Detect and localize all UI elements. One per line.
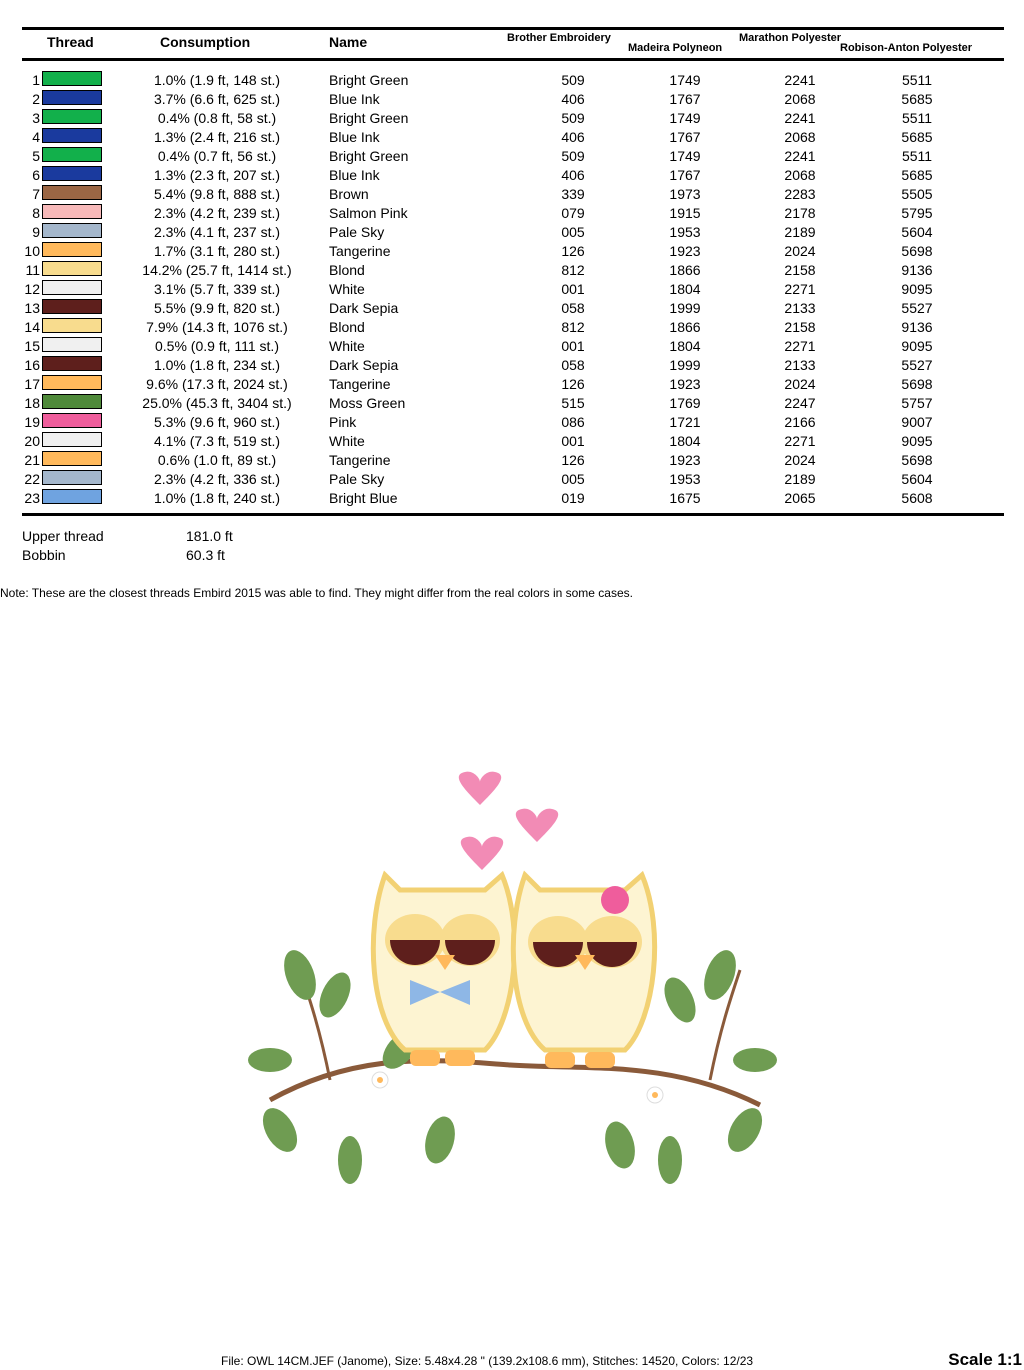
consumption-cell: 14.2% (25.7 ft, 1414 st.) <box>142 262 292 278</box>
thread-number: 14 <box>24 319 40 335</box>
color-swatch <box>42 128 102 143</box>
table-row <box>0 279 1024 298</box>
madeira-code-cell: 1749 <box>669 148 701 164</box>
brother-code-cell: 001 <box>561 338 585 354</box>
header-robison: Robison-Anton Polyester <box>840 42 973 54</box>
header-name: Name <box>329 34 368 50</box>
consumption-cell: 7.9% (14.3 ft, 1076 st.) <box>146 319 288 335</box>
color-swatch <box>42 185 102 200</box>
bobbin-label: Bobbin <box>22 547 66 563</box>
table-row <box>0 165 1024 184</box>
consumption-cell: 0.4% (0.7 ft, 56 st.) <box>157 148 277 164</box>
marathon-code-cell: 2133 <box>784 357 816 373</box>
madeira-code-cell: 1769 <box>669 395 701 411</box>
upper-thread-label: Upper thread <box>22 528 104 544</box>
brother-code-cell: 086 <box>561 414 585 430</box>
brother-code-cell: 406 <box>561 129 585 145</box>
marathon-code-cell: 2271 <box>784 281 816 297</box>
thread-name-cell: Dark Sepia <box>329 300 399 316</box>
table-row <box>0 469 1024 488</box>
consumption-cell: 1.0% (1.8 ft, 240 st.) <box>153 490 281 506</box>
brother-code-cell: 001 <box>561 281 585 297</box>
consumption-cell: 1.0% (1.9 ft, 148 st.) <box>153 72 281 88</box>
madeira-code-cell: 1749 <box>669 110 701 126</box>
table-row <box>0 70 1024 89</box>
color-swatch <box>42 318 102 333</box>
madeira-code-cell: 1923 <box>669 452 701 468</box>
color-swatch <box>42 394 102 409</box>
thread-number: 12 <box>24 281 40 297</box>
header-thread: Thread <box>47 34 94 50</box>
thread-name-cell: Salmon Pink <box>329 205 408 221</box>
thread-number: 18 <box>24 395 40 411</box>
madeira-code-cell: 1866 <box>669 319 701 335</box>
color-swatch <box>42 375 102 390</box>
thread-number: 17 <box>24 376 40 392</box>
table-top-rule <box>22 27 1004 30</box>
header-brother: Brother Embroidery <box>507 32 611 44</box>
robison-code-cell: 9095 <box>901 338 933 354</box>
consumption-cell: 0.6% (1.0 ft, 89 st.) <box>157 452 277 468</box>
brother-code-cell: 406 <box>561 91 585 107</box>
thread-number: 11 <box>25 262 40 278</box>
table-row <box>0 127 1024 146</box>
branch <box>270 1061 760 1105</box>
color-swatch <box>42 356 102 371</box>
thread-number: 19 <box>24 414 40 430</box>
madeira-code-cell: 1749 <box>669 72 701 88</box>
table-row <box>0 317 1024 336</box>
marathon-code-cell: 2241 <box>784 110 816 126</box>
table-row <box>0 393 1024 412</box>
consumption-cell: 1.3% (2.3 ft, 207 st.) <box>153 167 281 183</box>
color-swatch <box>42 223 102 238</box>
consumption-cell: 0.4% (0.8 ft, 58 st.) <box>157 110 277 126</box>
consumption-cell: 3.1% (5.7 ft, 339 st.) <box>153 281 281 297</box>
robison-code-cell: 5757 <box>901 395 933 411</box>
thread-number: 22 <box>24 471 40 487</box>
color-swatch <box>42 337 102 352</box>
robison-code-cell: 5505 <box>901 186 933 202</box>
table-row <box>0 374 1024 393</box>
robison-code-cell: 9136 <box>901 319 933 335</box>
thread-number: 15 <box>24 338 40 354</box>
thread-name-cell: Bright Blue <box>329 490 398 506</box>
flower <box>601 886 629 914</box>
thread-name-cell: Blond <box>329 319 365 335</box>
consumption-cell: 2.3% (4.2 ft, 239 st.) <box>153 205 281 221</box>
consumption-cell: 2.3% (4.1 ft, 237 st.) <box>153 224 281 240</box>
thread-number: 3 <box>32 110 40 126</box>
marathon-code-cell: 2189 <box>784 224 816 240</box>
brother-code-cell: 019 <box>561 490 585 506</box>
thread-name-cell: Pink <box>329 414 357 430</box>
table-row <box>0 89 1024 108</box>
header-consumption: Consumption <box>160 34 251 50</box>
color-swatch <box>42 242 102 257</box>
thread-number: 23 <box>24 490 40 506</box>
marathon-code-cell: 2065 <box>784 490 816 506</box>
robison-code-cell: 9095 <box>901 281 933 297</box>
robison-code-cell: 9136 <box>901 262 933 278</box>
table-row <box>0 298 1024 317</box>
robison-code-cell: 9007 <box>901 414 933 430</box>
thread-number: 4 <box>32 129 40 145</box>
daisies <box>372 1072 663 1103</box>
madeira-code-cell: 1999 <box>669 300 701 316</box>
marathon-code-cell: 2068 <box>784 167 816 183</box>
consumption-cell: 5.5% (9.9 ft, 820 st.) <box>153 300 281 316</box>
table-row <box>0 241 1024 260</box>
color-swatch <box>42 71 102 86</box>
color-swatch <box>42 261 102 276</box>
consumption-cell: 1.7% (3.1 ft, 280 st.) <box>153 243 281 259</box>
brother-code-cell: 058 <box>561 300 585 316</box>
scale-label: Scale 1:1 <box>948 1350 1022 1369</box>
thread-name-cell: Brown <box>329 186 369 202</box>
marathon-code-cell: 2283 <box>784 186 816 202</box>
marathon-code-cell: 2158 <box>784 262 816 278</box>
madeira-code-cell: 1721 <box>669 414 701 430</box>
thread-name-cell: Bright Green <box>329 72 409 88</box>
consumption-cell: 5.4% (9.8 ft, 888 st.) <box>153 186 281 202</box>
table-row <box>0 412 1024 431</box>
thread-name-cell: Blond <box>329 262 365 278</box>
header-madeira: Madeira Polyneon <box>628 42 723 54</box>
table-row <box>0 355 1024 374</box>
brother-code-cell: 509 <box>561 148 585 164</box>
color-swatch <box>42 470 102 485</box>
consumption-cell: 5.3% (9.6 ft, 960 st.) <box>153 414 281 430</box>
thread-name-cell: Blue Ink <box>329 167 380 183</box>
marathon-code-cell: 2241 <box>784 72 816 88</box>
table-row <box>0 146 1024 165</box>
brother-code-cell: 126 <box>561 376 585 392</box>
marathon-code-cell: 2178 <box>784 205 816 221</box>
madeira-code-cell: 1953 <box>669 224 701 240</box>
robison-code-cell: 5527 <box>901 357 933 373</box>
brother-code-cell: 058 <box>561 357 585 373</box>
marathon-code-cell: 2247 <box>784 395 816 411</box>
brother-code-cell: 126 <box>561 243 585 259</box>
madeira-code-cell: 1999 <box>669 357 701 373</box>
color-swatch <box>42 299 102 314</box>
robison-code-cell: 5685 <box>901 129 933 145</box>
madeira-code-cell: 1767 <box>669 167 701 183</box>
madeira-code-cell: 1804 <box>669 338 701 354</box>
thread-note: Note: These are the closest threads Embird 2015 was able to find. They might differ from the real colors in some cases. <box>0 586 633 600</box>
thread-number: 13 <box>24 300 40 316</box>
thread-name-cell: Blue Ink <box>329 91 380 107</box>
brother-code-cell: 509 <box>561 110 585 126</box>
robison-code-cell: 5685 <box>901 91 933 107</box>
thread-number: 6 <box>32 167 40 183</box>
table-row <box>0 184 1024 203</box>
bobbin-value: 60.3 ft <box>186 547 225 563</box>
marathon-code-cell: 2024 <box>784 376 816 392</box>
brother-code-cell: 126 <box>561 452 585 468</box>
madeira-code-cell: 1767 <box>669 129 701 145</box>
hearts <box>459 772 558 870</box>
madeira-code-cell: 1866 <box>669 262 701 278</box>
thread-number: 9 <box>32 224 40 240</box>
upper-thread-value: 181.0 ft <box>186 528 233 544</box>
thread-name-cell: White <box>329 338 365 354</box>
robison-code-cell: 5608 <box>901 490 933 506</box>
thread-number: 20 <box>24 433 40 449</box>
thread-number: 7 <box>32 186 40 202</box>
madeira-code-cell: 1915 <box>669 205 701 221</box>
table-row <box>0 108 1024 127</box>
consumption-cell: 1.0% (1.8 ft, 234 st.) <box>153 357 281 373</box>
owl-embroidery-design <box>240 760 785 1185</box>
thread-name-cell: Dark Sepia <box>329 357 399 373</box>
consumption-cell: 9.6% (17.3 ft, 2024 st.) <box>146 376 288 392</box>
consumption-cell: 3.7% (6.6 ft, 625 st.) <box>153 91 281 107</box>
robison-code-cell: 5698 <box>901 243 933 259</box>
color-swatch <box>42 489 102 504</box>
brother-code-cell: 812 <box>561 319 585 335</box>
thread-name-cell: Tangerine <box>329 452 391 468</box>
marathon-code-cell: 2068 <box>784 91 816 107</box>
table-row <box>0 431 1024 450</box>
table-row <box>0 488 1024 507</box>
robison-code-cell: 5685 <box>901 167 933 183</box>
robison-code-cell: 9095 <box>901 433 933 449</box>
robison-code-cell: 5698 <box>901 376 933 392</box>
color-swatch <box>42 413 102 428</box>
marathon-code-cell: 2024 <box>784 243 816 259</box>
thread-number: 10 <box>24 243 40 259</box>
thread-name-cell: Bright Green <box>329 110 409 126</box>
header-bottom-rule <box>22 58 1004 61</box>
thread-number: 1 <box>32 72 40 88</box>
table-bottom-rule <box>22 513 1004 516</box>
madeira-code-cell: 1804 <box>669 433 701 449</box>
color-swatch <box>42 432 102 447</box>
consumption-cell: 4.1% (7.3 ft, 519 st.) <box>153 433 281 449</box>
table-row <box>0 260 1024 279</box>
robison-code-cell: 5795 <box>901 205 933 221</box>
marathon-code-cell: 2271 <box>784 338 816 354</box>
marathon-code-cell: 2068 <box>784 129 816 145</box>
marathon-code-cell: 2166 <box>784 414 816 430</box>
consumption-cell: 25.0% (45.3 ft, 3404 st.) <box>142 395 292 411</box>
thread-name-cell: Pale Sky <box>329 471 385 487</box>
madeira-code-cell: 1973 <box>669 186 701 202</box>
consumption-cell: 2.3% (4.2 ft, 336 st.) <box>153 471 281 487</box>
madeira-code-cell: 1953 <box>669 471 701 487</box>
color-swatch <box>42 166 102 181</box>
robison-code-cell: 5527 <box>901 300 933 316</box>
brother-code-cell: 509 <box>561 72 585 88</box>
thread-number: 2 <box>32 91 40 107</box>
thread-number: 21 <box>24 452 40 468</box>
thread-number: 5 <box>32 148 40 164</box>
thread-table <box>0 70 1024 507</box>
marathon-code-cell: 2189 <box>784 471 816 487</box>
color-swatch <box>42 204 102 219</box>
robison-code-cell: 5604 <box>901 471 933 487</box>
header-marathon: Marathon Polyester <box>739 32 842 44</box>
table-row <box>0 222 1024 241</box>
thread-name-cell: White <box>329 281 365 297</box>
thread-name-cell: Blue Ink <box>329 129 380 145</box>
table-row <box>0 203 1024 222</box>
robison-code-cell: 5511 <box>901 72 933 88</box>
robison-code-cell: 5604 <box>901 224 933 240</box>
marathon-code-cell: 2158 <box>784 319 816 335</box>
brother-code-cell: 001 <box>561 433 585 449</box>
thread-name-cell: Tangerine <box>329 243 391 259</box>
marathon-code-cell: 2271 <box>784 433 816 449</box>
file-info: File: OWL 14CM.JEF (Janome), Size: 5.48x4.28 " (139.2x108.6 mm), Stitches: 14520, Colors: 12/23 <box>221 1354 754 1368</box>
marathon-code-cell: 2241 <box>784 148 816 164</box>
madeira-code-cell: 1923 <box>669 243 701 259</box>
color-swatch <box>42 451 102 466</box>
table-row <box>0 450 1024 469</box>
thread-name-cell: Bright Green <box>329 148 409 164</box>
robison-code-cell: 5511 <box>901 110 933 126</box>
thread-name-cell: White <box>329 433 365 449</box>
thread-number: 8 <box>32 205 40 221</box>
madeira-code-cell: 1675 <box>669 490 701 506</box>
consumption-cell: 0.5% (0.9 ft, 111 st.) <box>155 338 279 354</box>
brother-code-cell: 339 <box>561 186 585 202</box>
brother-code-cell: 005 <box>561 471 585 487</box>
robison-code-cell: 5698 <box>901 452 933 468</box>
madeira-code-cell: 1767 <box>669 91 701 107</box>
table-row <box>0 336 1024 355</box>
color-swatch <box>42 147 102 162</box>
marathon-code-cell: 2024 <box>784 452 816 468</box>
madeira-code-cell: 1923 <box>669 376 701 392</box>
brother-code-cell: 406 <box>561 167 585 183</box>
marathon-code-cell: 2133 <box>784 300 816 316</box>
thread-number: 16 <box>24 357 40 373</box>
brother-code-cell: 812 <box>561 262 585 278</box>
brother-code-cell: 005 <box>561 224 585 240</box>
consumption-cell: 1.3% (2.4 ft, 216 st.) <box>153 129 281 145</box>
thread-name-cell: Pale Sky <box>329 224 385 240</box>
color-swatch <box>42 109 102 124</box>
brother-code-cell: 515 <box>561 395 585 411</box>
color-swatch <box>42 90 102 105</box>
madeira-code-cell: 1804 <box>669 281 701 297</box>
color-swatch <box>42 280 102 295</box>
brother-code-cell: 079 <box>561 205 585 221</box>
thread-name-cell: Tangerine <box>329 376 391 392</box>
robison-code-cell: 5511 <box>901 148 933 164</box>
thread-name-cell: Moss Green <box>329 395 406 411</box>
